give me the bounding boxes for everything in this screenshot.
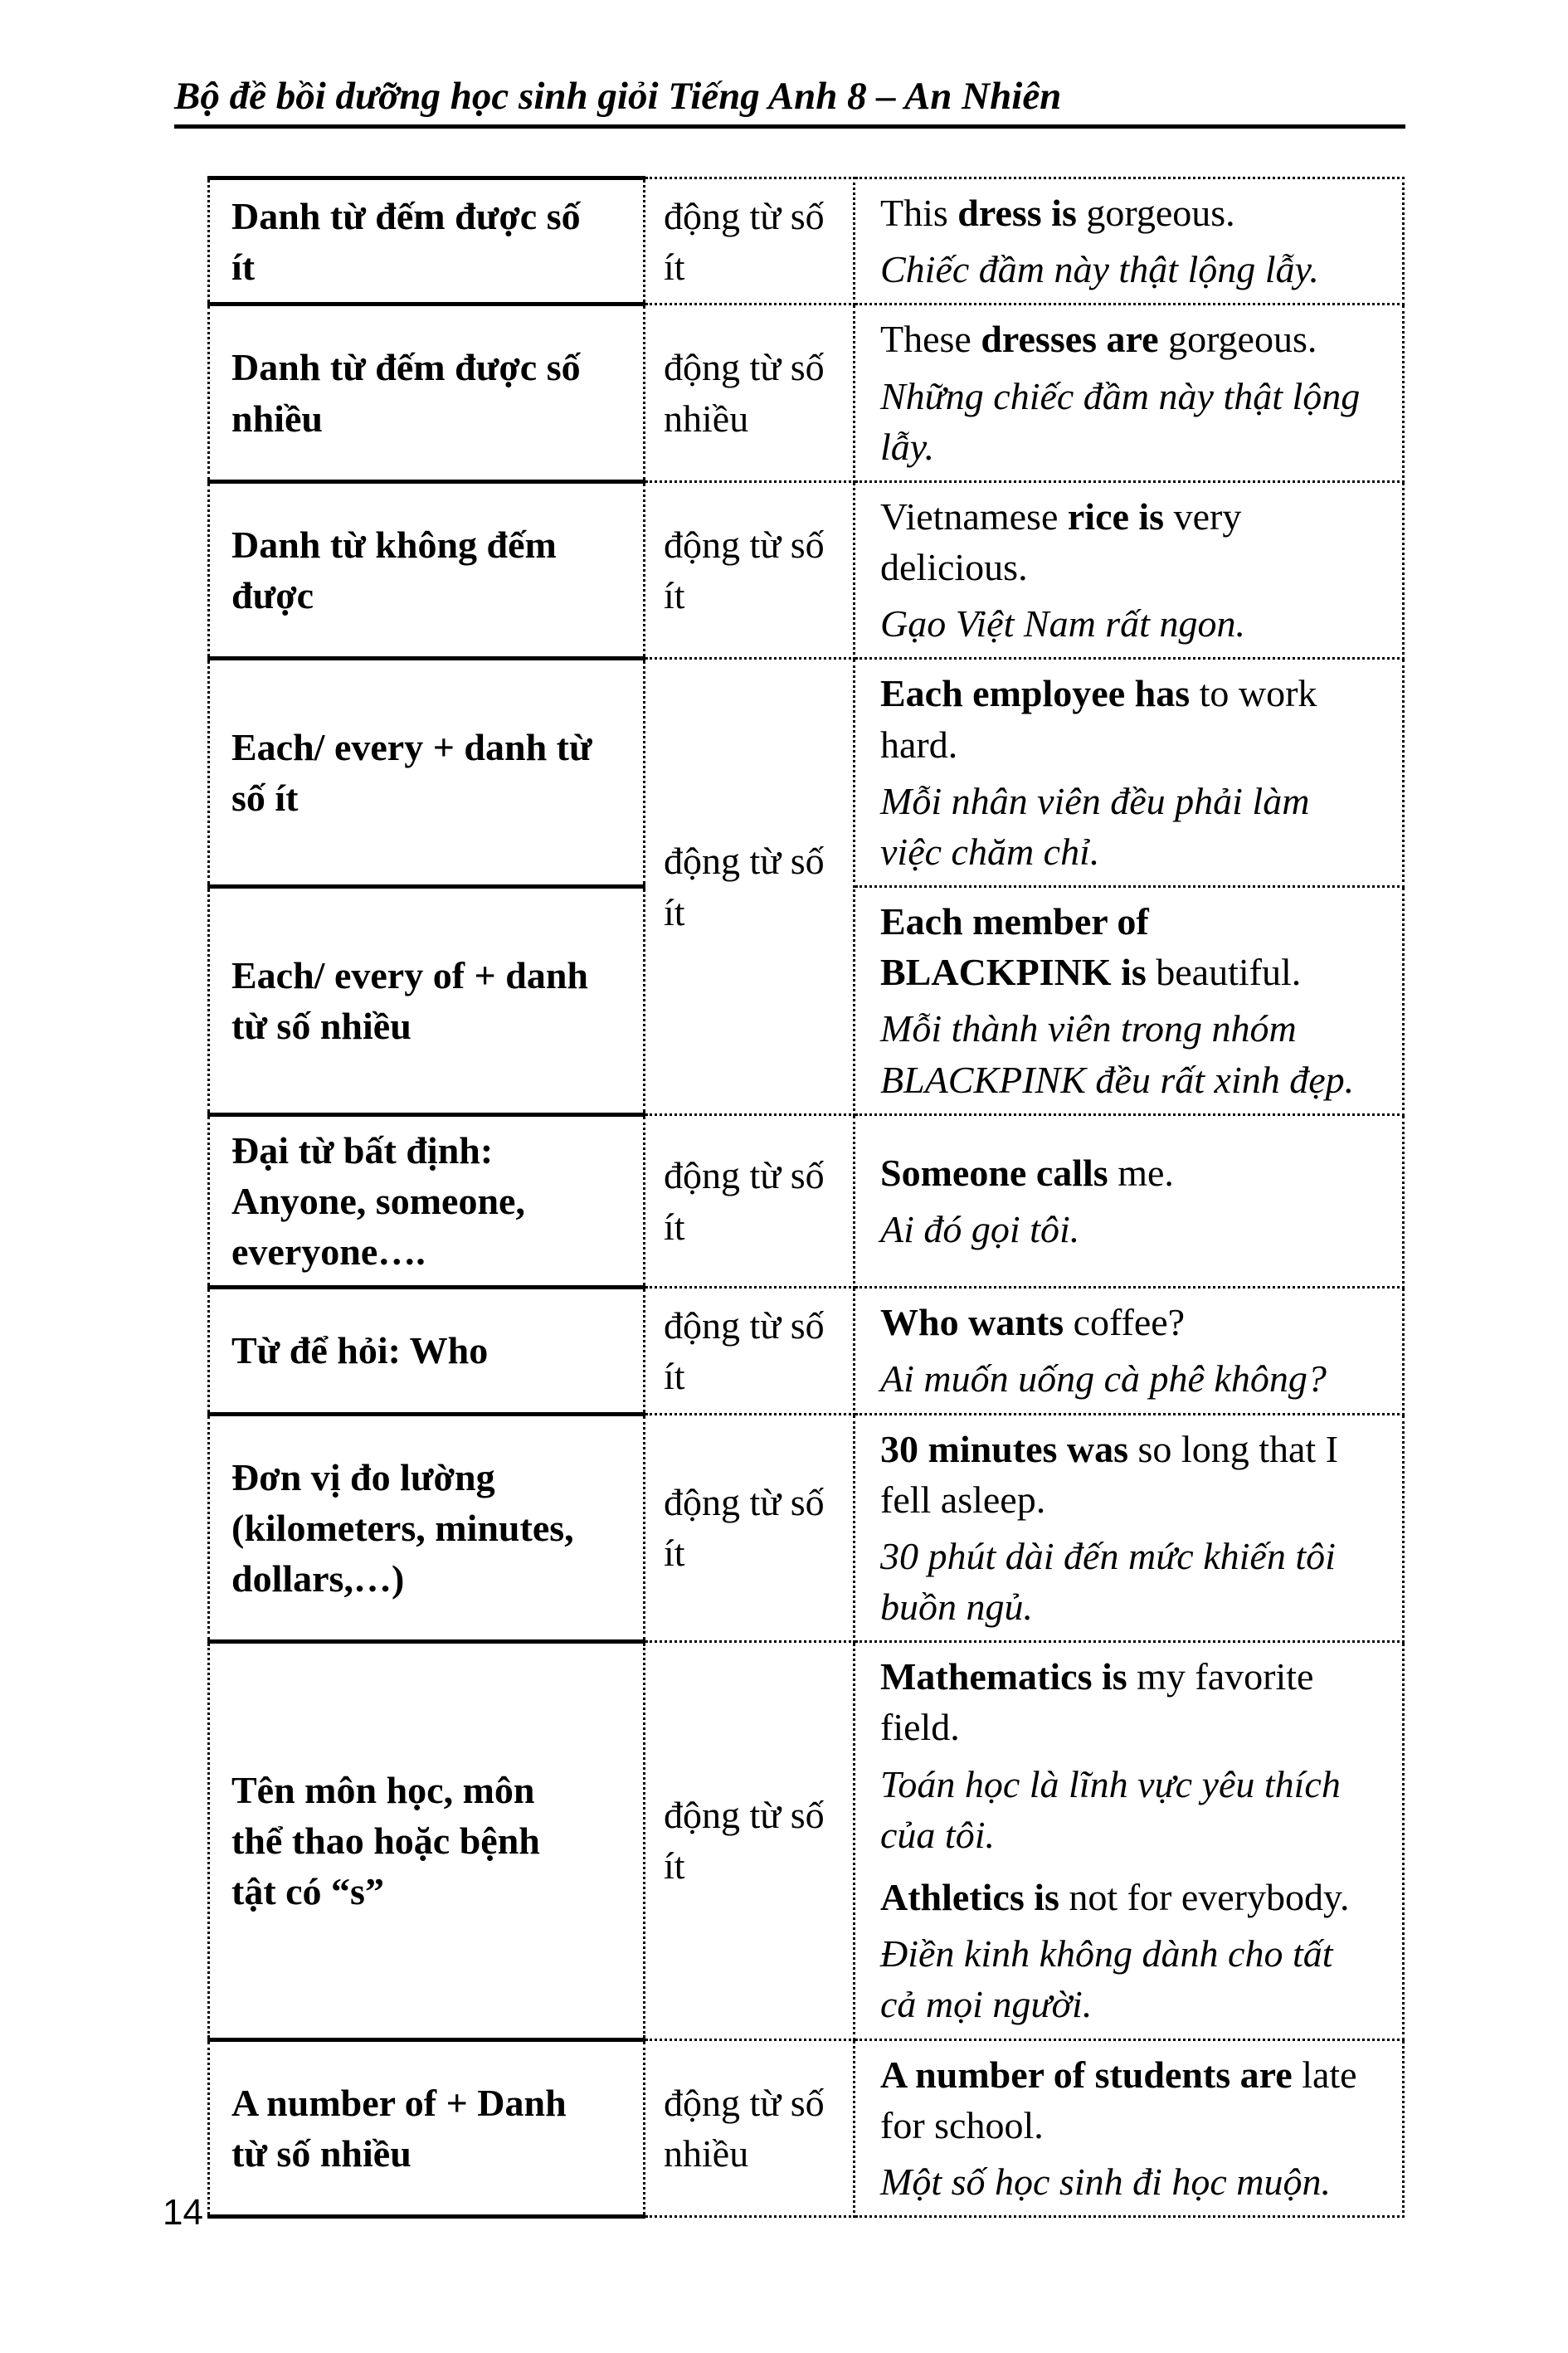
page-header-title: Bộ đề bồi dưỡng học sinh giỏi Tiếng Anh 8 – An Nhiên (174, 73, 1405, 129)
example-english (880, 1424, 1367, 1525)
example-vietnamese: Những chiếc đầm này thật lộng lẫy. (880, 374, 1361, 468)
example-vietnamese: Toán học là lĩnh vực yêu thích của tôi. (880, 1762, 1341, 1856)
category-cell: Danh từ không đếm được (209, 481, 645, 659)
table-row (209, 1642, 1404, 2039)
example-english (880, 2049, 1367, 2151)
example-cell (855, 481, 1404, 659)
verb-form-cell-merged: động từ số ít (645, 659, 855, 1114)
english-normal-run: This (880, 192, 958, 234)
english-normal-run: late for school. (880, 2053, 1357, 2146)
example-block (880, 491, 1367, 650)
example-cell (855, 304, 1404, 482)
example-cell (855, 887, 1404, 1115)
example-english (880, 491, 1367, 592)
verb-form-cell: động từ số ít (645, 178, 855, 304)
example-english (880, 1651, 1367, 1752)
english-normal-run: coffee? (1064, 1301, 1186, 1344)
example-vietnamese: Gạo Việt Nam rất ngon. (880, 602, 1245, 645)
table-row (209, 178, 1404, 304)
english-bold-run: Each member of BLACKPINK is (880, 900, 1149, 994)
english-bold-run: Mathematics is (880, 1655, 1127, 1698)
verb-form-cell: động từ số nhiều (645, 2039, 855, 2217)
category-cell: Từ để hỏi: Who (209, 1288, 645, 1414)
example-cell (855, 1288, 1404, 1414)
example-vietnamese: Mỗi thành viên trong nhóm BLACKPINK đều rất xinh đẹp. (880, 1007, 1355, 1101)
english-normal-run: my favorite field. (880, 1655, 1314, 1749)
english-bold-run: rice is (1067, 494, 1165, 538)
table-row (209, 1114, 1404, 1288)
example-english (880, 1147, 1367, 1198)
example-cell (855, 1114, 1404, 1288)
example-block (880, 896, 1367, 1105)
example-english (880, 1872, 1367, 1922)
english-bold-run: A number of students are (880, 2053, 1293, 2096)
english-normal-run: not for everybody. (1059, 1875, 1350, 1918)
english-bold-run: dress is (957, 192, 1077, 234)
table-row (209, 481, 1404, 659)
verb-form-cell: động từ số ít (645, 481, 855, 659)
example-vietnamese: 30 phút dài đến mức khiến tôi buồn ngủ. (880, 1534, 1336, 1629)
english-bold-run: 30 minutes was (880, 1427, 1129, 1470)
english-normal-run: so long that I fell asleep. (880, 1427, 1339, 1521)
example-vietnamese: Một số học sinh đi học muộn. (880, 2160, 1332, 2203)
example-cell (855, 178, 1404, 304)
english-normal-run: These (880, 318, 981, 361)
example-vietnamese: Điền kinh không dành cho tất cả mọi người. (880, 1932, 1333, 2026)
example-vietnamese: Ai muốn uống cà phê không? (880, 1357, 1327, 1401)
example-block (880, 1651, 1367, 1860)
table-row (209, 1288, 1404, 1414)
example-vietnamese: Chiếc đầm này thật lộng lẫy. (880, 248, 1319, 291)
example-block (880, 1424, 1367, 1633)
english-normal-run: gorgeous. (1076, 192, 1235, 234)
verb-form-cell: động từ số ít (645, 1114, 855, 1288)
example-cell (855, 1414, 1404, 1642)
english-normal-run: Vietnamese (880, 494, 1068, 538)
english-normal-run: to work hard. (880, 672, 1317, 766)
example-cell (855, 1642, 1404, 2039)
category-cell: Tên môn học, môn thể thao hoặc bệnh tật có “s” (209, 1642, 645, 2039)
example-block (880, 668, 1367, 877)
verb-form-cell: động từ số ít (645, 1288, 855, 1414)
example-english (880, 1297, 1367, 1347)
example-block (880, 188, 1367, 295)
example-cell (855, 2039, 1404, 2217)
grammar-table (207, 176, 1405, 2219)
page-number: 14 (163, 2192, 203, 2233)
example-block (880, 1147, 1367, 1254)
example-vietnamese: Mỗi nhân viên đều phải làm việc chăm chỉ. (880, 779, 1310, 873)
verb-form-cell: động từ số ít (645, 1414, 855, 1642)
verb-form-cell: động từ số nhiều (645, 304, 855, 482)
english-bold-run: Each employee has (880, 672, 1191, 715)
table-row (209, 1414, 1404, 1642)
english-normal-run: very delicious. (880, 494, 1242, 589)
category-cell: Đại từ bất định: Anyone, someone, everyone…. (209, 1114, 645, 1288)
english-bold-run: Someone calls (880, 1151, 1108, 1194)
english-normal-run: me. (1108, 1151, 1174, 1194)
example-english (880, 896, 1367, 997)
example-block (880, 1872, 1367, 2030)
example-english (880, 314, 1367, 364)
example-cell (855, 659, 1404, 887)
example-block (880, 2049, 1367, 2208)
example-block (880, 314, 1367, 472)
example-block (880, 1297, 1367, 1404)
category-cell: Đơn vị đo lường (kilometers, minutes, dollars,…) (209, 1414, 645, 1642)
example-english (880, 668, 1367, 769)
english-bold-run: Who wants (880, 1301, 1064, 1344)
english-bold-run: dresses are (981, 318, 1159, 361)
english-normal-run: gorgeous. (1158, 318, 1317, 361)
table-row (209, 2039, 1404, 2217)
category-cell: Each/ every of + danh từ số nhiều (209, 887, 645, 1115)
category-cell: A number of + Danh từ số nhiều (209, 2039, 645, 2217)
category-cell: Danh từ đếm được số nhiều (209, 304, 645, 482)
example-english (880, 188, 1367, 238)
table-row (209, 659, 1404, 887)
table-row (209, 304, 1404, 482)
category-cell: Each/ every + danh từ số ít (209, 659, 645, 887)
english-bold-run: Athletics is (880, 1875, 1059, 1918)
english-normal-run: beautiful. (1146, 951, 1302, 994)
category-cell: Danh từ đếm được số ít (209, 178, 645, 304)
verb-form-cell: động từ số ít (645, 1642, 855, 2039)
example-vietnamese: Ai đó gọi tôi. (880, 1208, 1080, 1250)
